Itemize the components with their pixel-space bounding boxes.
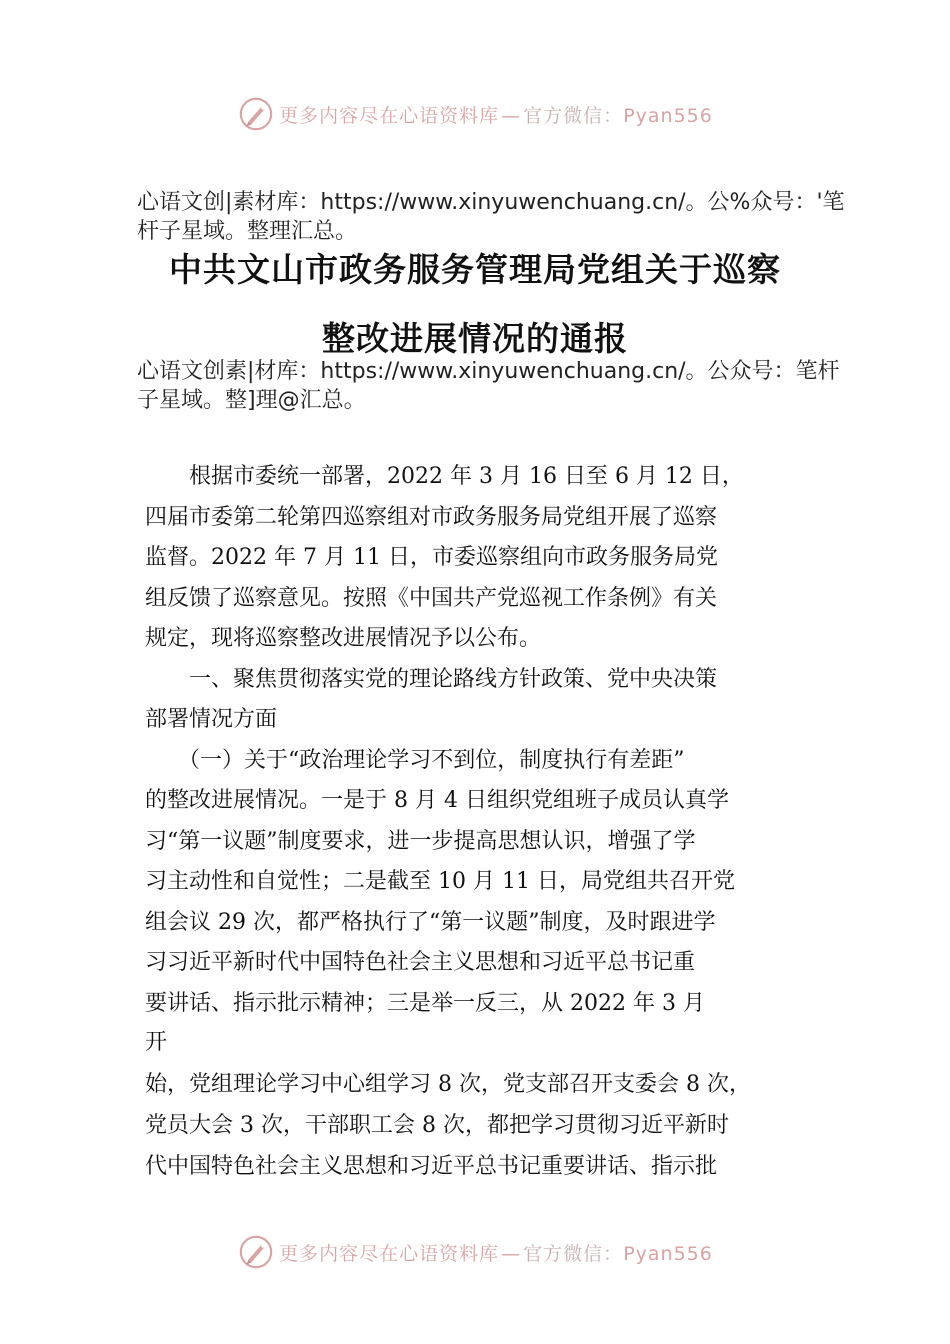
- banner-text: [279, 1239, 713, 1266]
- banner-wechat-id: Pyan556: [623, 1242, 713, 1265]
- body-line: 一、聚焦贯彻落实党的理论路线方针政策、党中央决策: [145, 667, 718, 692]
- body-line: 的整改进展情况。一是于 8 月 4 日组织党组班子成员认真学: [145, 788, 729, 813]
- body-line: 组反馈了巡察意见。按照《中国共产党巡视工作条例》有关: [145, 586, 718, 611]
- banner-text: [279, 101, 713, 128]
- body-line: （一）关于“政治理论学习不到位，制度执行有差距”: [145, 748, 685, 773]
- footer-banner: [0, 1232, 950, 1272]
- body-line: 部署情况方面: [145, 707, 278, 732]
- body-line: 四届市委第二轮第四巡察组对市政务服务局党组开展了巡察: [145, 505, 718, 530]
- watermark-text-middle: 心语文创素|材库：https://www.xinyuwenchuang.cn/。公众号：笔杆子星域。整]理@汇总。: [137, 359, 840, 413]
- document-title-line-1: 中共文山市政务服务管理局党组关于巡察: [169, 250, 781, 289]
- body-line: 习主动性和自觉性；二是截至 10 月 11 日，局党组共召开党: [145, 869, 735, 894]
- header-banner: [0, 94, 950, 134]
- banner-wechat-label: 官方微信：: [523, 1242, 624, 1265]
- banner-library-text: 更多内容尽在心语资料库: [279, 1242, 500, 1265]
- body-line: 习习近平新时代中国特色社会主义思想和习近平总书记重: [145, 950, 696, 975]
- watermark-text-top: 心语文创|素材库：https://www.xinyuwenchuang.cn/。公%众号：'笔杆子星域。整理汇总。: [137, 190, 845, 244]
- body-line: 习“第一议题”制度要求，进一步提高思想认识，增强了学: [145, 829, 696, 854]
- body-line: 始，党组理论学习中心组学习 8 次，党支部召开支委会 8 次，: [145, 1072, 751, 1097]
- body-line: 规定，现将巡察整改进展情况予以公布。: [145, 626, 542, 651]
- body-line: 根据市委统一部署，2022 年 3 月 16 日至 6 月 12 日，: [145, 464, 744, 489]
- banner-library-text: 更多内容尽在心语资料库: [279, 104, 500, 127]
- banner-wechat-id: Pyan556: [623, 104, 713, 127]
- document-title-line-2: 整改进展情况的通报: [322, 319, 628, 358]
- body-line: 监督。2022 年 7 月 11 日，市委巡察组向市政务服务局党: [145, 545, 718, 570]
- banner-separator: —: [501, 1242, 522, 1265]
- banner-wechat-label: 官方微信：: [523, 104, 624, 127]
- body-line: 代中国特色社会主义思想和习近平总书记重要讲话、指示批: [145, 1154, 718, 1179]
- body-line: 开: [145, 1030, 168, 1055]
- banner-separator: —: [501, 104, 522, 127]
- body-line: 要讲话、指示批示精神；三是举一反三，从 2022 年 3 月: [145, 991, 705, 1016]
- pen-nib-logo-icon: [237, 1233, 275, 1271]
- body-line: 组会议 29 次，都严格执行了“第一议题”制度，及时跟进学: [145, 910, 716, 935]
- body-line: 党员大会 3 次，干部职工会 8 次，都把学习贯彻习近平新时: [145, 1113, 729, 1138]
- pen-nib-logo-icon: [237, 95, 275, 133]
